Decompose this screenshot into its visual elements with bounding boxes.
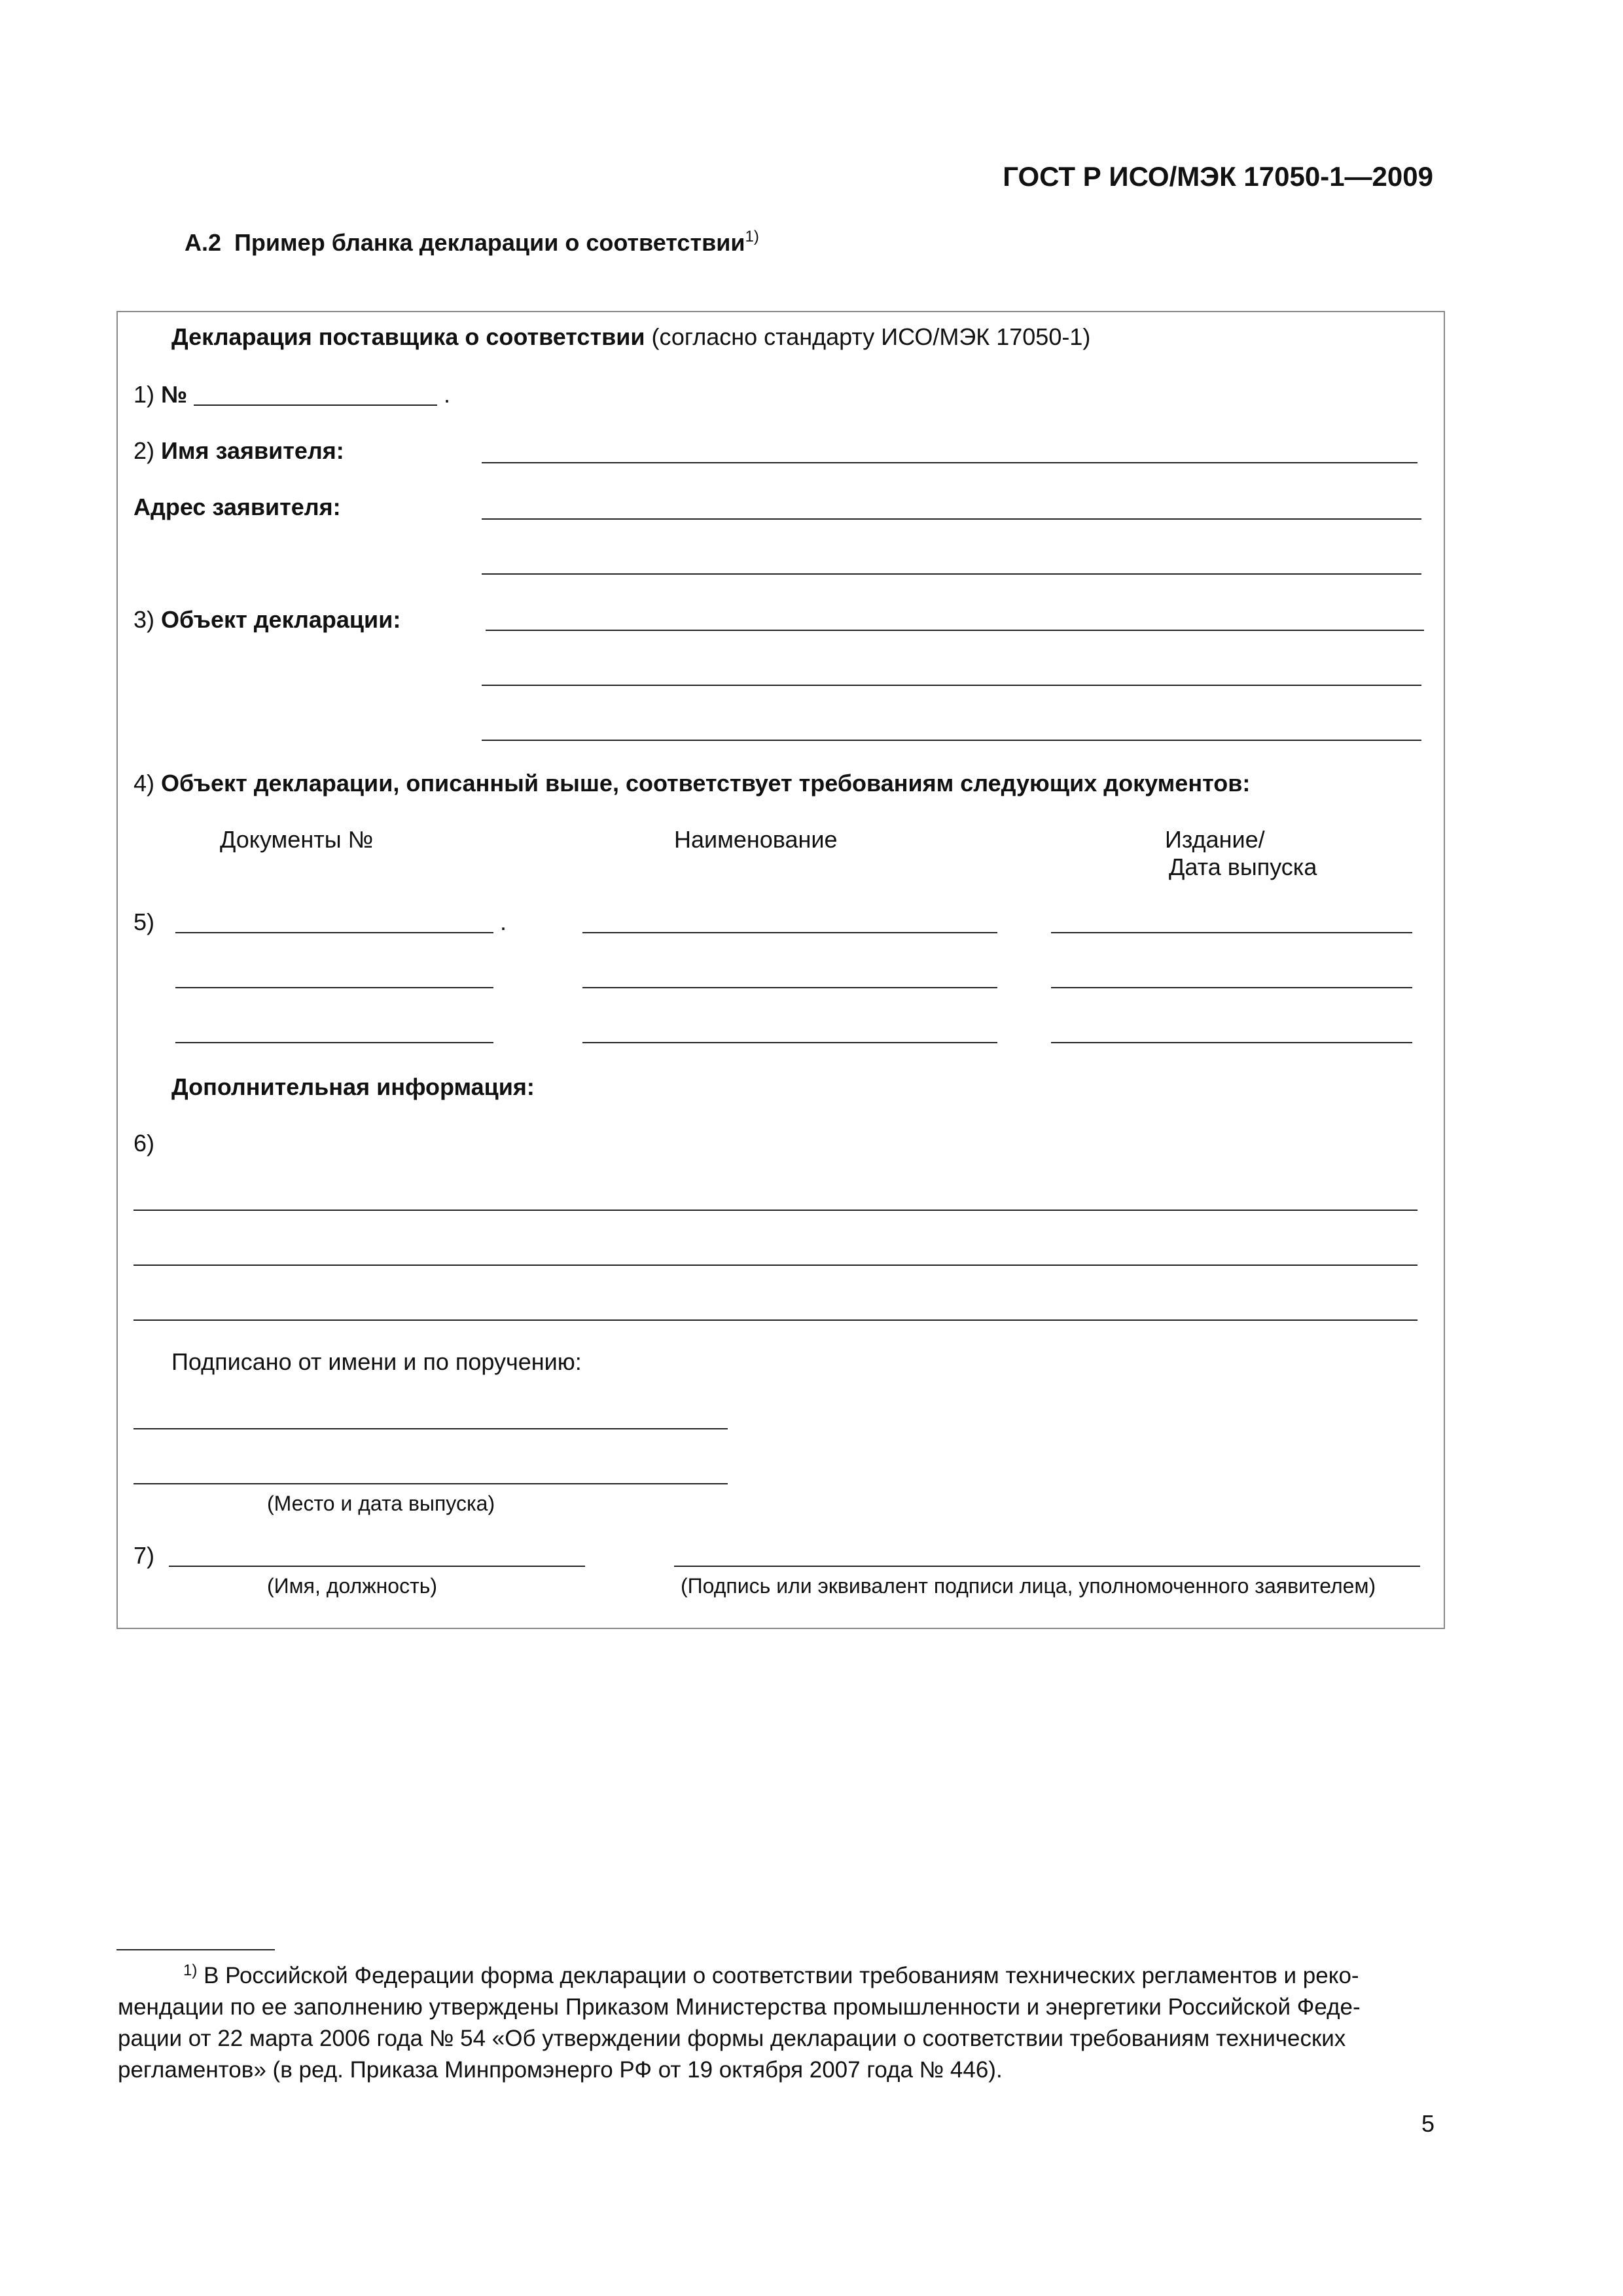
column-edition-line2: Дата выпуска: [1169, 853, 1317, 880]
item7-label: 7): [134, 1542, 155, 1569]
additional-info-label: Дополнительная информация:: [171, 1073, 535, 1100]
item6-label: 6): [134, 1130, 155, 1157]
document-edition-field-row3[interactable]: [1051, 1042, 1412, 1043]
document-number-field-row2[interactable]: [175, 987, 493, 988]
item5-label: 5): [134, 908, 155, 935]
section-footnote-mark: 1): [745, 228, 759, 245]
column-title: Наименование: [674, 826, 838, 853]
item1-dot: .: [444, 381, 451, 408]
item5-dot: .: [500, 908, 507, 935]
signed-on-behalf-label: Подписано от имени и по поручению:: [171, 1348, 582, 1375]
document-number-field-row1[interactable]: [175, 932, 493, 933]
item1-number-field[interactable]: [194, 404, 437, 406]
section-number: А.2: [185, 229, 222, 256]
item4-label: 4) Объект декларации, описанный выше, соответствует требованиям следующих документов:: [134, 770, 1251, 797]
document-number-field-row3[interactable]: [175, 1042, 493, 1043]
footnote-line2: мендации по ее заполнению утверждены Приказом Министерства промышленности и энергетики Российской Феде-: [118, 1994, 1361, 2020]
name-position-caption: (Имя, должность): [267, 1574, 438, 1598]
address-field-line1[interactable]: [482, 518, 1421, 520]
section-title-text: Пример бланка декларации о соответствии: [234, 229, 745, 256]
form-heading: [171, 323, 1090, 351]
signature-field[interactable]: [674, 1566, 1420, 1567]
column-edition-line1: Издание/: [1165, 826, 1265, 853]
name-position-field[interactable]: [169, 1566, 585, 1567]
signed-field-line1[interactable]: [134, 1428, 728, 1429]
address-label: Адрес заявителя:: [134, 493, 341, 520]
footnote-line1: $^{1)}$ В Российской Федерации форма декларации о соответствии требованиям технических регламентов и реко-: [183, 1962, 1359, 1988]
declaration-object-field-line3[interactable]: [482, 740, 1421, 741]
item3-label: 3) Объект декларации:: [134, 606, 401, 633]
declaration-object-field-line1[interactable]: [486, 630, 1424, 631]
declaration-object-field-line2[interactable]: [482, 685, 1421, 686]
signature-caption: (Подпись или эквивалент подписи лица, уполномоченного заявителем): [681, 1574, 1376, 1598]
document-title-field-row1[interactable]: [582, 932, 997, 933]
place-date-caption: (Место и дата выпуска): [267, 1492, 495, 1515]
footnote-line3: рации от 22 марта 2006 года № 54 «Об утверждении формы декларации о соответствии требованиям технических: [118, 2026, 1346, 2051]
footnote-line4: регламентов» (в ред. Приказа Минпромэнерго РФ от 19 октября 2007 года № 446).: [118, 2057, 1003, 2083]
document-edition-field-row2[interactable]: [1051, 987, 1412, 988]
document-edition-field-row1[interactable]: [1051, 932, 1412, 933]
form-heading-bold: Декларация поставщика о соответствии: [171, 323, 645, 350]
item1-label: 1) №: [134, 381, 188, 408]
item2-label: 2) Имя заявителя:: [134, 437, 344, 464]
document-title-field-row2[interactable]: [582, 987, 997, 988]
additional-info-field-line2[interactable]: [134, 1265, 1418, 1266]
page-number: 5: [1421, 2110, 1435, 2137]
document-code: ГОСТ Р ИСО/МЭК 17050-1—2009: [1003, 161, 1433, 192]
address-field-line2[interactable]: [482, 573, 1421, 575]
document-title-field-row3[interactable]: [582, 1042, 997, 1043]
footnote-separator: [116, 1949, 275, 1950]
column-documents-number: Документы №: [220, 826, 374, 853]
place-date-field[interactable]: [134, 1483, 728, 1484]
section-title: [185, 229, 759, 257]
applicant-name-field[interactable]: [482, 462, 1418, 463]
additional-info-field-line3[interactable]: [134, 1319, 1418, 1321]
form-heading-normal: (согласно стандарту ИСО/МЭК 17050-1): [645, 323, 1091, 350]
additional-info-field-line1[interactable]: [134, 1210, 1418, 1211]
